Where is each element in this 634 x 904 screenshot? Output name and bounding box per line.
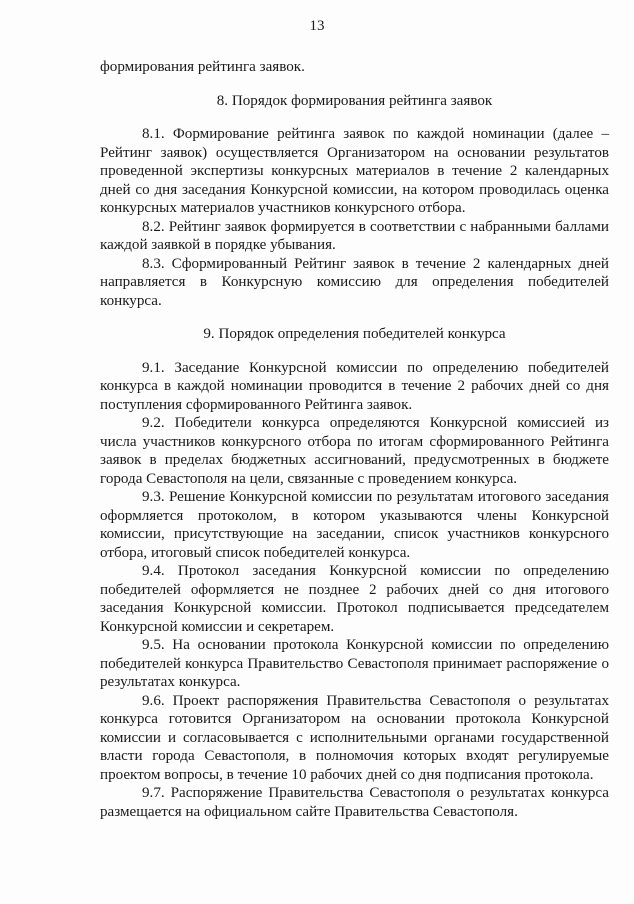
lead-line: формирования рейтинга заявок. — [100, 59, 305, 75]
section-8-heading: 8. Порядок формирования рейтинга заявок — [216, 92, 493, 109]
paragraph-9-6: 9.6. Проект распоряжения Правительства Севастополя о результатах конкурса готовится Организатором на основании протокола Конкурсной комиссии и согласовывается с исполнительными органами государственной власти города Севастополя, в полномочия которых входят регулируемые проектом вопросы, в течение 10 рабочих дней со дня подписания протокола. — [100, 692, 609, 783]
paragraph-8-1: 8.1. Формирование рейтинга заявок по каждой номинации (далее – Рейтинг заявок) осуществляется Организатором на основании результатов проведенной экспертизы конкурсных материалов в течение 2 календарных дней со дня заседания Конкурсной комиссии, на котором проводилась оценка конкурсных материалов участников конкурсного отбора. — [100, 126, 609, 216]
document-body — [100, 58, 609, 821]
paragraph-9-3: 9.3. Решение Конкурсной комиссии по результатам итогового заседания оформляется протоколом, в котором указываются члены Конкурсной комиссии, присутствующие на заседании, список участников конкурсного отбора, итоговый список победителей конкурса. — [100, 489, 609, 561]
section-9-heading: 9. Порядок определения победителей конкурса — [203, 326, 506, 342]
paragraph-9-4: 9.4. Протокол заседания Конкурсной комиссии по определению победителей оформляется не позднее 2 рабочих дней со дня итогового заседания Конкурсной комиссии. Протокол подписывается председателем Конкурсной комиссии и секретарем. — [100, 563, 609, 635]
paragraph-9-7: 9.7. Распоряжение Правительства Севастополя о результатах конкурса размещается на официальном сайте Правительства Севастополя. — [100, 785, 609, 820]
paragraph-8-3: 8.3. Сформированный Рейтинг заявок в течение 2 календарных дней направляется в Конкурсную комиссию для определения победителей конкурса. — [100, 255, 609, 309]
paragraph-9-5: 9.5. На основании протокола Конкурсной комиссии по определению победителей конкурса Правительство Севастополя принимает распоряжение о результатах конкурса. — [100, 637, 609, 690]
paragraph-9-2: 9.2. Победители конкурса определяются Конкурсной комиссией из числа участников конкурсного отбора по итогам сформированного Рейтинга заявок в пределах бюджетных ассигнований, предусмотренных в бюджете города Севастополя на цели, связанные с проведением конкурса. — [100, 415, 609, 487]
paragraph-9-1: 9.1. Заседание Конкурсной комиссии по определению победителей конкурса в каждой номинации проводится в течение 2 рабочих дней со дня поступления сформированного Рейтинга заявок. — [100, 359, 609, 413]
paragraph-8-2: 8.2. Рейтинг заявок формируется в соответствии с набранными баллами каждой заявкой в порядке убывания. — [100, 218, 609, 253]
page-number: 13 — [309, 18, 325, 34]
